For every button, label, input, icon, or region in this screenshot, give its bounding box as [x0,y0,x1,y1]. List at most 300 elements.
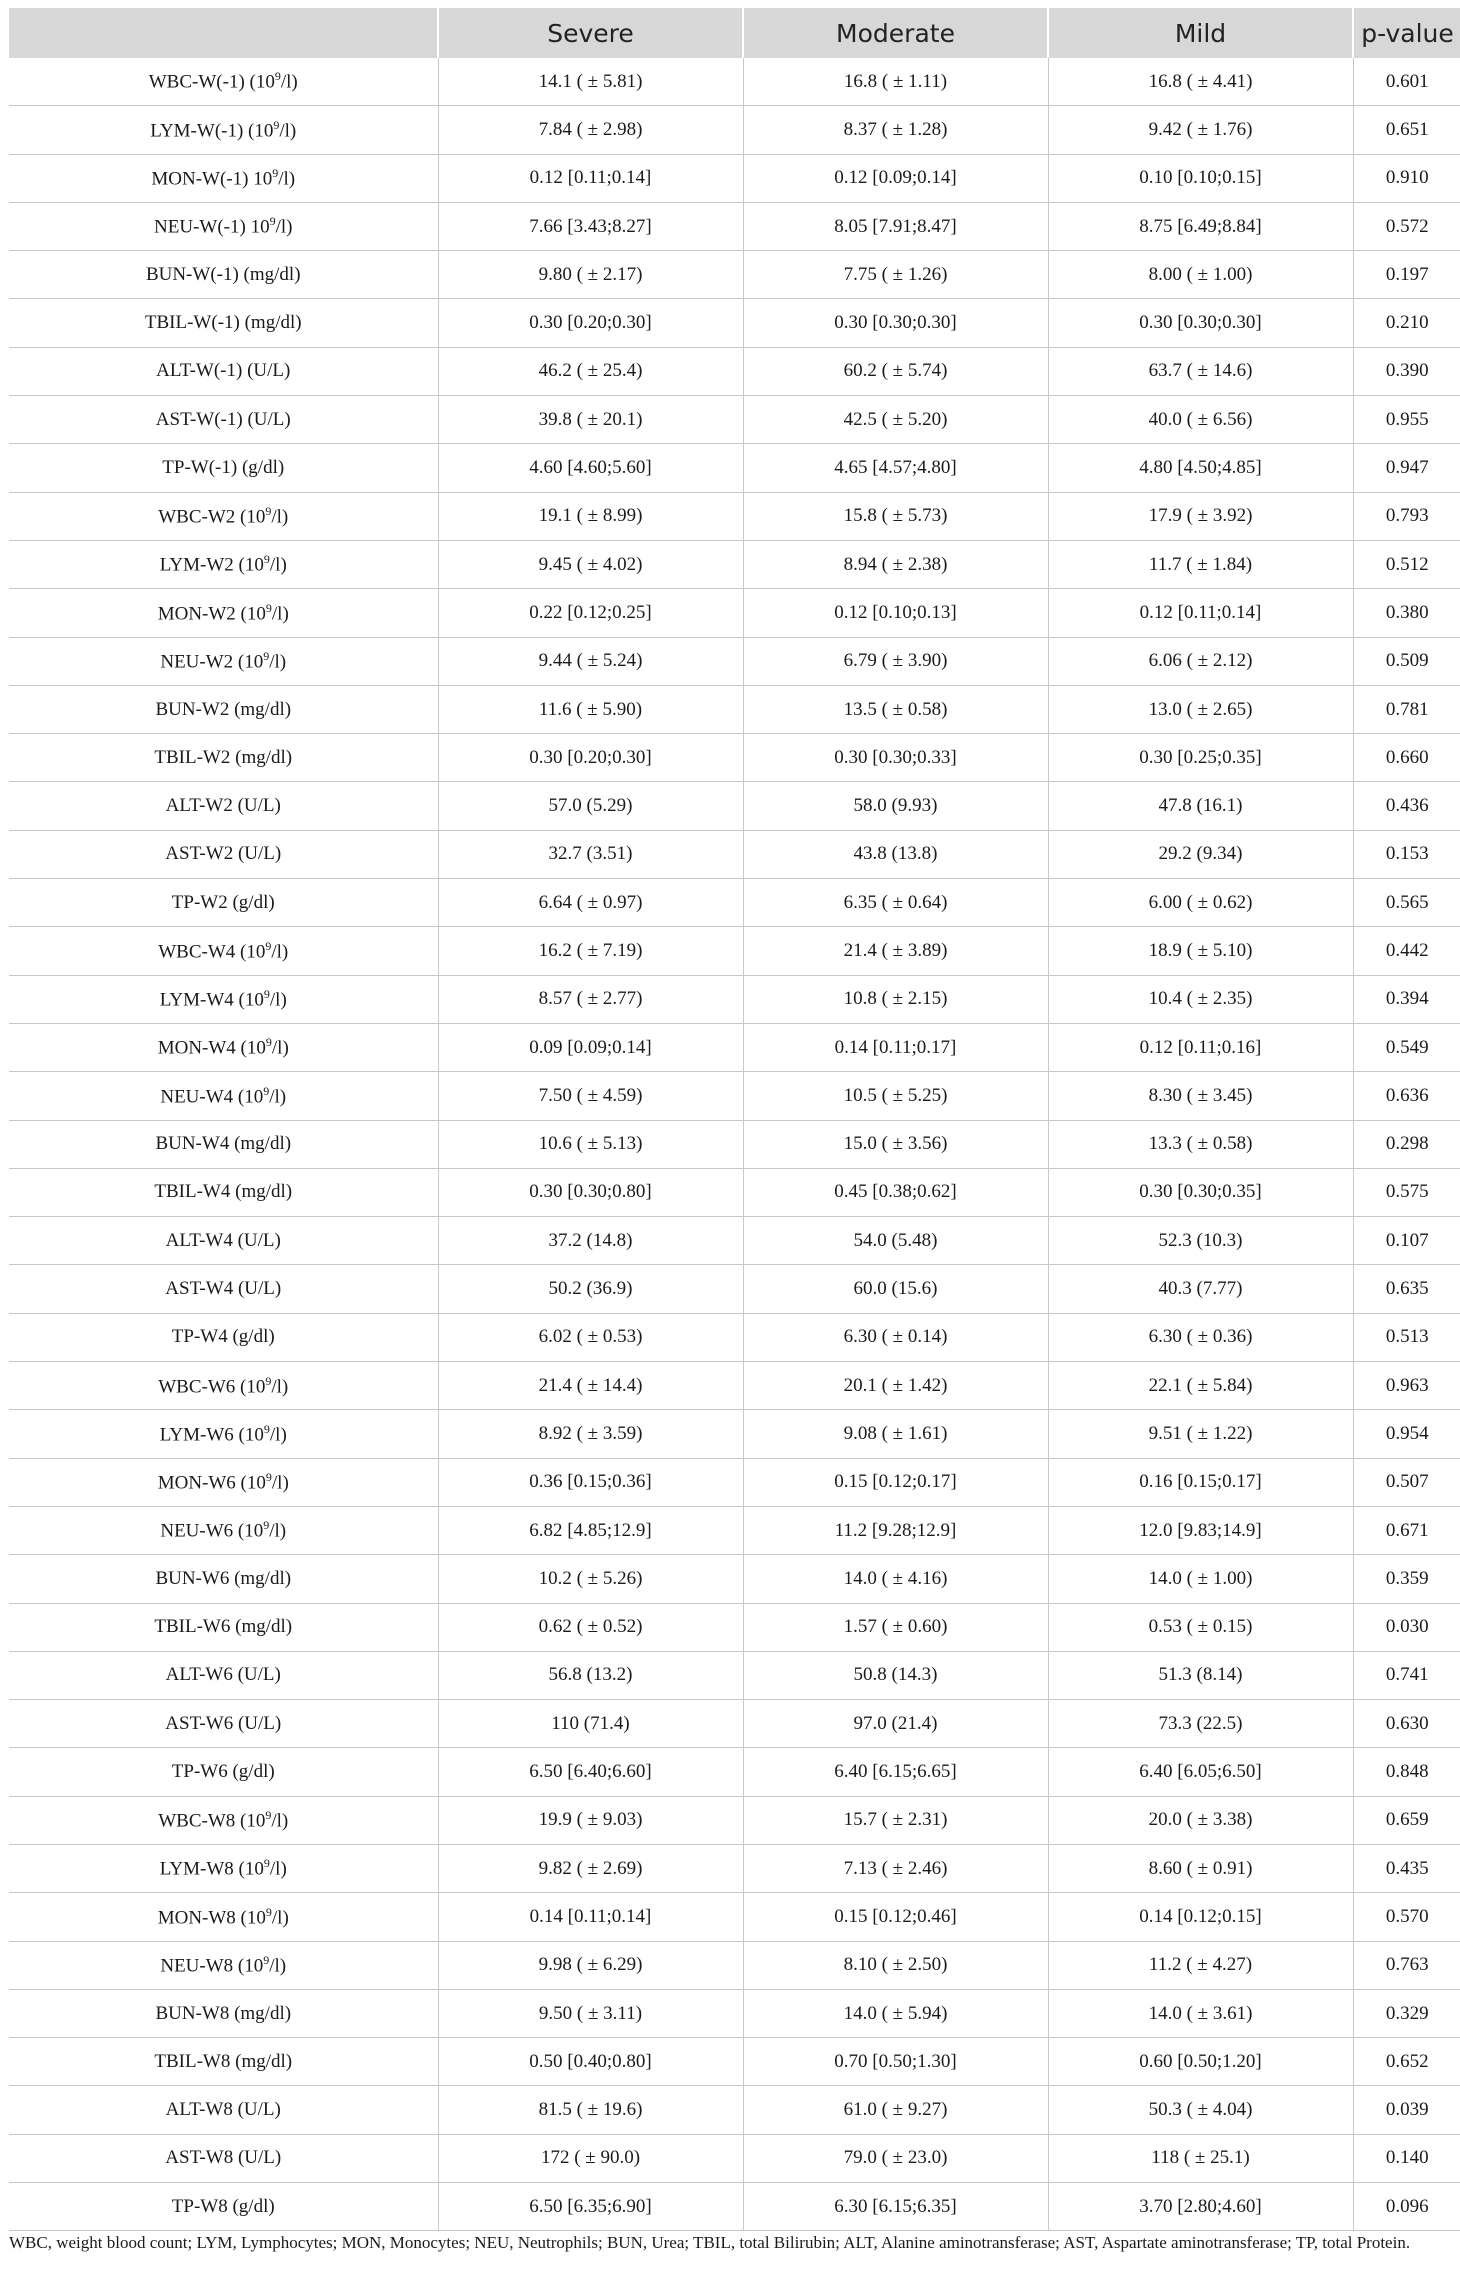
cell-mild: 14.0 ( ± 1.00) [1048,1555,1353,1603]
table-row [9,1651,1460,1699]
cell-mild: 9.51 ( ± 1.22) [1048,1410,1353,1458]
cell-moderate: 0.12 [0.10;0.13] [743,589,1048,637]
table-row [9,685,1460,733]
cell-mild: 18.9 ( ± 5.10) [1048,927,1353,975]
row-label-text: AST-W(-1) (U/L) [155,408,291,430]
row-label [9,299,438,347]
row-label-superscript: 9 [265,1035,272,1050]
cell-p-value: 0.394 [1353,975,1460,1023]
row-label [9,879,438,927]
cell-moderate: 14.0 ( ± 5.94) [743,1989,1048,2037]
cell-p-value: 0.848 [1353,1748,1460,1796]
cell-severe: 0.50 [0.40;0.80] [438,2038,743,2086]
cell-moderate: 0.15 [0.12;0.17] [743,1458,1048,1506]
cell-mild: 8.60 ( ± 0.91) [1048,1844,1353,1892]
cell-moderate: 50.8 (14.3) [743,1651,1048,1699]
row-label-unit: /l) [275,216,293,238]
cell-p-value: 0.955 [1353,396,1460,444]
cell-severe: 9.80 ( ± 2.17) [438,251,743,299]
table-row [9,2086,1460,2134]
cell-p-value: 0.298 [1353,1120,1460,1168]
row-label-text: AST-W8 (U/L) [165,2147,282,2169]
cell-mild: 0.30 [0.30;0.30] [1048,299,1353,347]
cell-severe: 21.4 ( ± 14.4) [438,1362,743,1410]
cell-moderate: 6.79 ( ± 3.90) [743,637,1048,685]
cell-moderate: 0.12 [0.09;0.14] [743,154,1048,202]
cell-moderate: 42.5 ( ± 5.20) [743,396,1048,444]
cell-severe: 9.45 ( ± 4.02) [438,540,743,588]
cell-p-value: 0.630 [1353,1700,1460,1748]
table-row [9,1120,1460,1168]
cell-mild: 20.0 ( ± 3.38) [1048,1796,1353,1844]
cell-severe: 10.2 ( ± 5.26) [438,1555,743,1603]
row-label [9,1023,438,1071]
cell-mild: 3.70 [2.80;4.60] [1048,2183,1353,2231]
cell-moderate: 8.05 [7.91;8.47] [743,202,1048,250]
table-row [9,2134,1460,2182]
cell-moderate: 43.8 (13.8) [743,830,1048,878]
row-label [9,734,438,782]
row-label-text: ALT-W2 (U/L) [165,795,281,817]
cell-severe: 57.0 (5.29) [438,782,743,830]
table-row [9,1796,1460,1844]
cell-mild: 0.12 [0.11;0.16] [1048,1023,1353,1071]
row-label [9,444,438,492]
cell-p-value: 0.910 [1353,154,1460,202]
cell-mild: 0.53 ( ± 0.15) [1048,1603,1353,1651]
cell-p-value: 0.509 [1353,637,1460,685]
cell-moderate: 6.30 ( ± 0.14) [743,1313,1048,1361]
row-label [9,685,438,733]
cell-severe: 16.2 ( ± 7.19) [438,927,743,975]
row-label-text: AST-W6 (U/L) [165,1712,282,1734]
cell-p-value: 0.741 [1353,1651,1460,1699]
header-parameter [9,8,438,58]
table-row [9,975,1460,1023]
cell-mild: 12.0 [9.83;14.9] [1048,1506,1353,1554]
row-label [9,154,438,202]
cell-mild: 6.40 [6.05;6.50] [1048,1748,1353,1796]
cell-p-value: 0.947 [1353,444,1460,492]
row-label [9,1120,438,1168]
row-label-superscript: 9 [265,1904,272,1919]
row-label-unit: /l) [269,989,287,1011]
row-label-superscript: 9 [274,69,281,84]
row-label [9,1844,438,1892]
cell-severe: 9.50 ( ± 3.11) [438,1989,743,2037]
cell-p-value: 0.575 [1353,1168,1460,1216]
cell-severe: 0.14 [0.11;0.14] [438,1893,743,1941]
row-label [9,1265,438,1313]
table-row [9,1072,1460,1120]
row-label-unit: /l) [269,1955,287,1977]
row-label-text: NEU-W8 (10 [160,1955,264,1977]
cell-p-value: 0.565 [1353,879,1460,927]
row-label-text: ALT-W(-1) (U/L) [156,360,291,382]
row-label-unit: /l) [269,554,287,576]
cell-p-value: 0.512 [1353,540,1460,588]
cell-mild: 16.8 ( ± 4.41) [1048,58,1353,106]
cell-severe: 0.09 [0.09;0.14] [438,1023,743,1071]
cell-p-value: 0.436 [1353,782,1460,830]
table-row [9,2183,1460,2231]
row-label [9,106,438,154]
table-row [9,1168,1460,1216]
row-label [9,1989,438,2037]
row-label [9,1217,438,1265]
table-row [9,1555,1460,1603]
cell-moderate: 6.30 [6.15;6.35] [743,2183,1048,2231]
cell-severe: 8.57 ( ± 2.77) [438,975,743,1023]
cell-p-value: 0.652 [1353,2038,1460,2086]
cell-mild: 40.0 ( ± 6.56) [1048,396,1353,444]
cell-moderate: 11.2 [9.28;12.9] [743,1506,1048,1554]
cell-mild: 8.00 ( ± 1.00) [1048,251,1353,299]
row-label [9,1410,438,1458]
row-label [9,1506,438,1554]
row-label-superscript: 9 [263,552,270,567]
cell-moderate: 8.37 ( ± 1.28) [743,106,1048,154]
row-label [9,347,438,395]
cell-moderate: 10.5 ( ± 5.25) [743,1072,1048,1120]
row-label [9,2134,438,2182]
cell-moderate: 0.14 [0.11;0.17] [743,1023,1048,1071]
row-label-text: TP-W2 (g/dl) [171,891,275,913]
row-label [9,589,438,637]
row-label [9,1458,438,1506]
row-label-text: TBIL-W2 (mg/dl) [154,746,293,768]
cell-p-value: 0.153 [1353,830,1460,878]
cell-severe: 10.6 ( ± 5.13) [438,1120,743,1168]
row-label-unit: /l) [271,941,289,963]
cell-p-value: 0.359 [1353,1555,1460,1603]
cell-p-value: 0.763 [1353,1941,1460,1989]
row-label-text: TBIL-W8 (mg/dl) [154,2050,293,2072]
table-row [9,589,1460,637]
cell-severe: 37.2 (14.8) [438,1217,743,1265]
row-label-text: MON-W2 (10 [157,603,266,625]
cell-severe: 81.5 ( ± 19.6) [438,2086,743,2134]
cell-mild: 51.3 (8.14) [1048,1651,1353,1699]
cell-severe: 56.8 (13.2) [438,1651,743,1699]
cell-severe: 6.64 ( ± 0.97) [438,879,743,927]
row-label [9,1700,438,1748]
table-row [9,154,1460,202]
cell-moderate: 20.1 ( ± 1.42) [743,1362,1048,1410]
header-p-value: p-value [1353,8,1460,58]
row-label-superscript: 9 [272,166,279,181]
cell-moderate: 54.0 (5.48) [743,1217,1048,1265]
row-label-text: ALT-W4 (U/L) [165,1229,281,1251]
table-row [9,444,1460,492]
cell-moderate: 9.08 ( ± 1.61) [743,1410,1048,1458]
cell-mild: 10.4 ( ± 2.35) [1048,975,1353,1023]
row-label-superscript: 9 [263,1421,270,1436]
cell-p-value: 0.096 [1353,2183,1460,2231]
row-label-text: NEU-W4 (10 [160,1086,264,1108]
row-label-text: LYM-W6 (10 [159,1424,264,1446]
lab-values-table [9,8,1460,2231]
row-label-superscript: 9 [265,1808,272,1823]
cell-p-value: 0.635 [1353,1265,1460,1313]
cell-moderate: 0.30 [0.30;0.30] [743,299,1048,347]
cell-moderate: 15.0 ( ± 3.56) [743,1120,1048,1168]
cell-severe: 4.60 [4.60;5.60] [438,444,743,492]
cell-mild: 13.0 ( ± 2.65) [1048,685,1353,733]
table-row [9,396,1460,444]
cell-moderate: 8.10 ( ± 2.50) [743,1941,1048,1989]
cell-p-value: 0.039 [1353,2086,1460,2134]
cell-severe: 7.66 [3.43;8.27] [438,202,743,250]
cell-moderate: 0.30 [0.30;0.33] [743,734,1048,782]
row-label-text: LYM-W4 (10 [159,989,264,1011]
cell-mild: 6.06 ( ± 2.12) [1048,637,1353,685]
row-label-text: TP-W4 (g/dl) [171,1326,275,1348]
row-label-unit: /l) [271,1907,289,1929]
cell-p-value: 0.660 [1353,734,1460,782]
cell-moderate: 61.0 ( ± 9.27) [743,2086,1048,2134]
cell-severe: 46.2 ( ± 25.4) [438,347,743,395]
cell-mild: 0.10 [0.10;0.15] [1048,154,1353,202]
table-row [9,251,1460,299]
table-row [9,1217,1460,1265]
row-label-text: ALT-W6 (U/L) [165,1664,281,1686]
row-label-unit: /l) [269,1424,287,1446]
cell-moderate: 10.8 ( ± 2.15) [743,975,1048,1023]
row-label [9,975,438,1023]
table-row [9,1941,1460,1989]
table-row [9,540,1460,588]
row-label [9,1362,438,1410]
table-row [9,347,1460,395]
row-label-superscript: 9 [269,214,276,229]
cell-severe: 19.9 ( ± 9.03) [438,1796,743,1844]
row-label-unit: /l) [269,1086,287,1108]
row-label-superscript: 9 [273,117,280,132]
cell-moderate: 60.2 ( ± 5.74) [743,347,1048,395]
row-label-text: BUN-W(-1) (mg/dl) [145,263,301,285]
row-label-unit: /l) [271,1810,289,1832]
cell-mild: 6.00 ( ± 0.62) [1048,879,1353,927]
cell-mild: 118 ( ± 25.1) [1048,2134,1353,2182]
table-row [9,106,1460,154]
cell-mild: 9.42 ( ± 1.76) [1048,106,1353,154]
cell-p-value: 0.513 [1353,1313,1460,1361]
table-container [9,8,1453,2231]
cell-p-value: 0.793 [1353,492,1460,540]
table-row [9,734,1460,782]
table-row [9,830,1460,878]
table-row [9,1506,1460,1554]
row-label-text: MON-W8 (10 [157,1907,266,1929]
row-label-unit: /l) [269,1858,287,1880]
row-label [9,540,438,588]
cell-p-value: 0.601 [1353,58,1460,106]
row-label-text: WBC-W6 (10 [158,1375,266,1397]
cell-moderate: 7.75 ( ± 1.26) [743,251,1048,299]
cell-mild: 8.75 [6.49;8.84] [1048,202,1353,250]
row-label-superscript: 9 [263,1083,270,1098]
cell-moderate: 97.0 (21.4) [743,1700,1048,1748]
row-label-text: BUN-W8 (mg/dl) [155,2002,292,2024]
cell-moderate: 0.15 [0.12;0.46] [743,1893,1048,1941]
row-label [9,251,438,299]
table-row [9,1748,1460,1796]
cell-p-value: 0.435 [1353,1844,1460,1892]
cell-severe: 9.44 ( ± 5.24) [438,637,743,685]
table-row [9,782,1460,830]
cell-severe: 9.98 ( ± 6.29) [438,1941,743,1989]
cell-severe: 19.1 ( ± 8.99) [438,492,743,540]
cell-moderate: 79.0 ( ± 23.0) [743,2134,1048,2182]
row-label-text: TBIL-W6 (mg/dl) [154,1616,293,1638]
cell-moderate: 7.13 ( ± 2.46) [743,1844,1048,1892]
row-label-unit: /l) [271,1472,289,1494]
row-label [9,1555,438,1603]
row-label [9,202,438,250]
cell-p-value: 0.572 [1353,202,1460,250]
table-row [9,1410,1460,1458]
row-label-unit: /l) [271,1375,289,1397]
row-label [9,1893,438,1941]
row-label-superscript: 9 [265,1373,272,1388]
cell-severe: 0.36 [0.15;0.36] [438,1458,743,1506]
row-label-unit: /l) [279,120,297,142]
table-row [9,1313,1460,1361]
cell-mild: 0.12 [0.11;0.14] [1048,589,1353,637]
cell-severe: 6.02 ( ± 0.53) [438,1313,743,1361]
table-row [9,879,1460,927]
cell-mild: 8.30 ( ± 3.45) [1048,1072,1353,1120]
cell-moderate: 4.65 [4.57;4.80] [743,444,1048,492]
row-label-text: BUN-W4 (mg/dl) [155,1133,292,1155]
row-label [9,492,438,540]
cell-severe: 6.50 [6.35;6.90] [438,2183,743,2231]
row-label-unit: /l) [280,71,298,93]
row-label [9,396,438,444]
row-label-text: BUN-W2 (mg/dl) [155,698,292,720]
cell-p-value: 0.570 [1353,1893,1460,1941]
cell-mild: 14.0 ( ± 3.61) [1048,1989,1353,2037]
cell-mild: 50.3 ( ± 4.04) [1048,2086,1353,2134]
cell-p-value: 0.954 [1353,1410,1460,1458]
cell-mild: 4.80 [4.50;4.85] [1048,444,1353,492]
cell-severe: 0.30 [0.30;0.80] [438,1168,743,1216]
row-label-text: WBC-W2 (10 [158,506,266,528]
row-label [9,1072,438,1120]
row-label [9,1941,438,1989]
row-label-superscript: 9 [263,649,270,664]
row-label-superscript: 9 [265,938,272,953]
cell-mild: 0.30 [0.30;0.35] [1048,1168,1353,1216]
cell-mild: 73.3 (22.5) [1048,1700,1353,1748]
cell-moderate: 0.45 [0.38;0.62] [743,1168,1048,1216]
row-label [9,1313,438,1361]
cell-mild: 29.2 (9.34) [1048,830,1353,878]
table-row [9,1844,1460,1892]
cell-mild: 47.8 (16.1) [1048,782,1353,830]
row-label [9,927,438,975]
row-label-text: WBC-W8 (10 [158,1810,266,1832]
table-row [9,1700,1460,1748]
row-label-text: LYM-W8 (10 [159,1858,264,1880]
cell-moderate: 21.4 ( ± 3.89) [743,927,1048,975]
row-label [9,637,438,685]
cell-severe: 7.50 ( ± 4.59) [438,1072,743,1120]
cell-severe: 0.62 ( ± 0.52) [438,1603,743,1651]
cell-p-value: 0.651 [1353,106,1460,154]
table-row [9,2038,1460,2086]
row-label-text: ALT-W8 (U/L) [165,2099,281,2121]
row-label-text: TP-W8 (g/dl) [171,2195,275,2217]
row-label [9,782,438,830]
row-label-text: AST-W4 (U/L) [165,1278,282,1300]
row-label-text: TP-W(-1) (g/dl) [162,457,285,479]
row-label [9,2038,438,2086]
cell-severe: 0.30 [0.20;0.30] [438,734,743,782]
cell-p-value: 0.197 [1353,251,1460,299]
row-label-text: MON-W4 (10 [157,1037,266,1059]
cell-severe: 8.92 ( ± 3.59) [438,1410,743,1458]
table-row [9,1893,1460,1941]
row-label [9,1603,438,1651]
cell-moderate: 6.40 [6.15;6.65] [743,1748,1048,1796]
cell-p-value: 0.380 [1353,589,1460,637]
table-row [9,927,1460,975]
cell-moderate: 58.0 (9.93) [743,782,1048,830]
row-label [9,2183,438,2231]
cell-mild: 0.14 [0.12;0.15] [1048,1893,1353,1941]
table-row [9,1989,1460,2037]
row-label-text: NEU-W6 (10 [160,1520,264,1542]
row-label-unit: /l) [271,603,289,625]
cell-severe: 0.22 [0.12;0.25] [438,589,743,637]
cell-moderate: 0.70 [0.50;1.30] [743,2038,1048,2086]
cell-severe: 6.50 [6.40;6.60] [438,1748,743,1796]
row-label [9,58,438,106]
table-footnote: WBC, weight blood count; LYM, Lymphocytes; MON, Monocytes; NEU, Neutrophils; BUN, Urea; TBIL, total Bilirubin; ALT, Alanine aminotransferase; AST, Aspartate aminotransferase; TP, total Protein. [9,2233,1411,2252]
cell-moderate: 6.35 ( ± 0.64) [743,879,1048,927]
cell-p-value: 0.671 [1353,1506,1460,1554]
cell-mild: 0.30 [0.25;0.35] [1048,734,1353,782]
row-label-unit: /l) [271,506,289,528]
table-row [9,299,1460,347]
row-label [9,830,438,878]
cell-p-value: 0.963 [1353,1362,1460,1410]
cell-p-value: 0.140 [1353,2134,1460,2182]
cell-severe: 7.84 ( ± 2.98) [438,106,743,154]
cell-moderate: 1.57 ( ± 0.60) [743,1603,1048,1651]
cell-moderate: 16.8 ( ± 1.11) [743,58,1048,106]
row-label-superscript: 9 [263,1856,270,1871]
cell-severe: 14.1 ( ± 5.81) [438,58,743,106]
cell-p-value: 0.636 [1353,1072,1460,1120]
row-label-superscript: 9 [263,1953,270,1968]
row-label-text: WBC-W(-1) (10 [148,71,275,93]
row-label-text: AST-W2 (U/L) [165,843,282,865]
row-label-superscript: 9 [265,1470,272,1485]
cell-severe: 0.30 [0.20;0.30] [438,299,743,347]
row-label-text: MON-W6 (10 [157,1472,266,1494]
cell-mild: 40.3 (7.77) [1048,1265,1353,1313]
row-label [9,1168,438,1216]
cell-mild: 22.1 ( ± 5.84) [1048,1362,1353,1410]
cell-moderate: 15.7 ( ± 2.31) [743,1796,1048,1844]
cell-mild: 17.9 ( ± 3.92) [1048,492,1353,540]
cell-moderate: 13.5 ( ± 0.58) [743,685,1048,733]
row-label-text: WBC-W4 (10 [158,941,266,963]
cell-severe: 50.2 (36.9) [438,1265,743,1313]
